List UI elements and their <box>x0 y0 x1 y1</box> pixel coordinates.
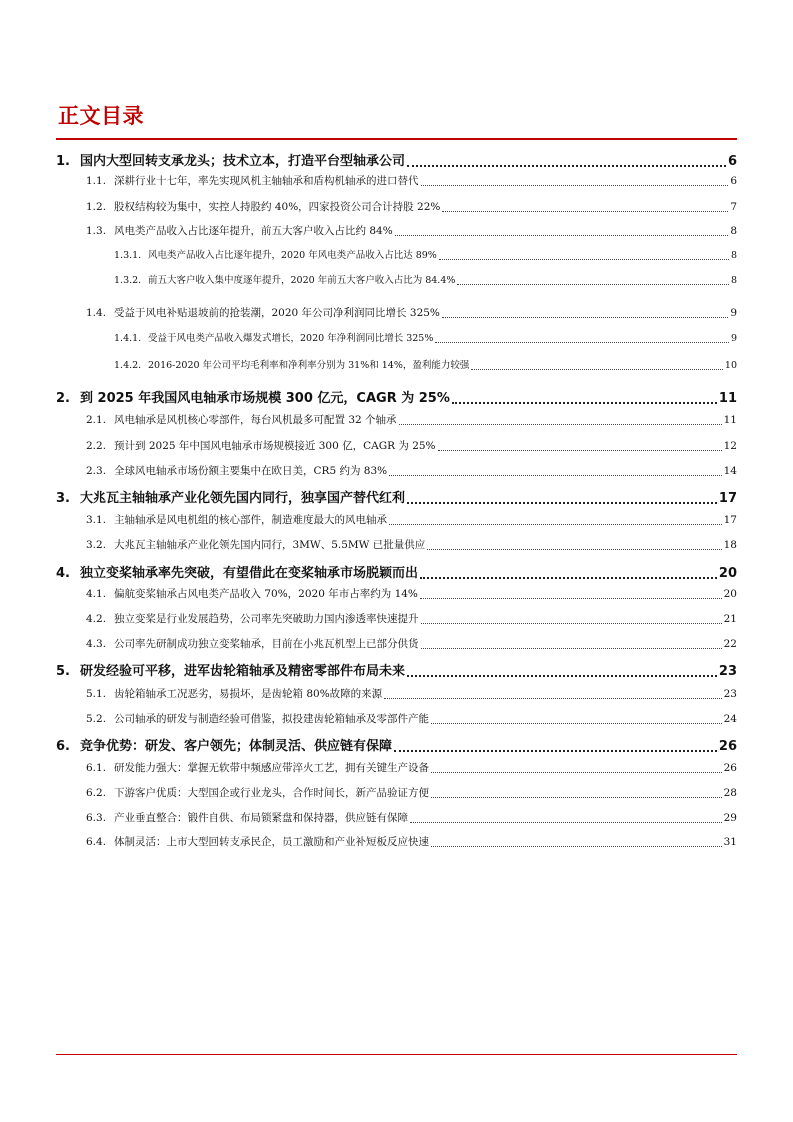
toc-number: 6.3. <box>86 812 107 824</box>
toc-text: 2016-2020 年公司平均毛利率和净利率分别为 31%和 14%，盈利能力较强 <box>148 360 470 371</box>
toc-chapter[interactable] <box>56 150 737 170</box>
toc-number: 5.1. <box>86 688 107 700</box>
toc-section[interactable] <box>86 412 737 428</box>
toc-page-number: 28 <box>723 787 737 799</box>
toc-section[interactable] <box>86 223 737 239</box>
toc-leader <box>457 284 729 285</box>
toc-leader <box>421 185 729 186</box>
toc-text: 大兆瓦主轴轴承产业化领先国内同行，3MW、5.5MW 已批量供应 <box>114 539 426 551</box>
toc-subsection[interactable] <box>114 247 737 263</box>
toc-text: 研发能力强大：掌握无软带中频感应带淬火工艺，拥有关键生产设备 <box>114 762 429 774</box>
toc-number: 4.1. <box>86 588 107 600</box>
toc-page-number: 23 <box>718 664 737 679</box>
toc-leader <box>431 772 722 773</box>
toc-page-number: 26 <box>723 762 737 774</box>
toc-leader <box>427 549 721 550</box>
toc-page-number: 8 <box>730 225 737 237</box>
toc-leader <box>421 648 722 649</box>
toc-text: 研发经验可平移，进军齿轮箱轴承及精密零部件布局未来 <box>80 664 406 679</box>
title-divider <box>56 138 737 140</box>
toc-section[interactable] <box>86 834 737 850</box>
toc-number: 3.1. <box>86 514 107 526</box>
toc-page-number: 8 <box>730 250 737 261</box>
toc-page-number: 24 <box>723 713 737 725</box>
toc-leader <box>421 623 722 624</box>
toc-section[interactable] <box>86 711 737 727</box>
toc-page-number: 29 <box>723 812 737 824</box>
toc-text: 国内大型回转支承龙头；技术立本，打造平台型轴承公司 <box>80 154 406 169</box>
toc-leader <box>435 342 729 343</box>
toc-leader <box>442 317 728 318</box>
toc-text: 体制灵活：上市大型回转支承民企，员工激励和产业补短板反应快速 <box>114 836 429 848</box>
toc-text: 齿轮箱轴承工况恶劣，易损坏，是齿轮箱 80%故障的来源 <box>114 688 383 700</box>
toc-number: 1.3.1. <box>114 250 142 261</box>
toc-subsection[interactable] <box>114 357 737 373</box>
toc-page-number: 23 <box>723 688 737 700</box>
toc-section[interactable] <box>86 686 737 702</box>
toc-section[interactable] <box>86 586 737 602</box>
toc-leader <box>420 598 722 599</box>
toc-text: 股权结构较为集中，实控人持股约 40%，四家投资公司合计持股 22% <box>114 201 441 213</box>
toc-page-number: 11 <box>718 391 737 406</box>
toc-section[interactable] <box>86 785 737 801</box>
toc-number: 6. <box>56 739 70 754</box>
toc-chapter[interactable] <box>56 562 737 582</box>
toc-page-number: 10 <box>724 360 737 371</box>
toc-number: 6.2. <box>86 787 107 799</box>
toc-leader <box>442 211 728 212</box>
toc-section[interactable] <box>86 810 737 826</box>
toc-text: 风电类产品收入占比逐年提升，前五大客户收入占比约 84% <box>114 225 393 237</box>
toc-page-number: 9 <box>730 333 737 344</box>
toc-page-number: 22 <box>723 638 737 650</box>
toc-page-number: 12 <box>723 440 737 452</box>
toc-number: 6.1. <box>86 762 107 774</box>
toc-number: 2. <box>56 391 70 406</box>
toc-leader <box>471 369 723 370</box>
toc-number: 1. <box>56 154 70 169</box>
toc-text: 偏航变桨轴承占风电类产品收入 70%，2020 年市占率约为 14% <box>114 588 418 600</box>
toc-page-number: 9 <box>730 307 737 319</box>
toc-number: 1.4.2. <box>114 360 142 371</box>
toc-text: 风电轴承是风机核心零部件，每台风机最多可配置 32 个轴承 <box>114 414 397 426</box>
toc-page-number: 14 <box>723 465 737 477</box>
toc-number: 3. <box>56 491 70 506</box>
toc-text: 受益于风电补贴退坡前的抢装潮，2020 年公司净利润同比增长 325% <box>114 307 440 319</box>
toc-number: 4.2. <box>86 613 107 625</box>
toc-page-number: 6 <box>730 175 737 187</box>
toc-number: 1.4. <box>86 307 107 319</box>
toc-number: 5.2. <box>86 713 107 725</box>
toc-text: 公司率先研制成功独立变桨轴承，目前在小兆瓦机型上已部分供货 <box>114 638 419 650</box>
toc-leader <box>389 524 722 525</box>
toc-text: 预计到 2025 年中国风电轴承市场规模接近 300 亿，CAGR 为 25% <box>114 440 436 452</box>
toc-number: 4. <box>56 566 70 581</box>
toc-section[interactable] <box>86 173 737 189</box>
toc-page-number: 26 <box>718 739 737 754</box>
toc-leader <box>395 235 729 236</box>
toc-page-number: 7 <box>730 201 737 213</box>
toc-text: 大兆瓦主轴轴承产业化领先国内同行，独享国产替代红利 <box>80 491 406 506</box>
toc-text: 前五大客户收入集中度逐年提升，2020 年前五大客户收入占比为 84.4% <box>148 275 456 286</box>
toc-leader <box>407 675 717 677</box>
toc-number: 5. <box>56 664 70 679</box>
toc-chapter[interactable] <box>56 660 737 680</box>
toc-section[interactable] <box>86 760 737 776</box>
toc-text: 产业垂直整合：锻件自供、布局锁紧盘和保持器，供应链有保障 <box>114 812 408 824</box>
toc-leader <box>420 577 717 579</box>
toc-subsection[interactable] <box>114 272 737 288</box>
toc-section[interactable] <box>86 512 737 528</box>
footer-divider <box>56 1054 737 1055</box>
toc-leader <box>438 450 722 451</box>
toc-leader <box>399 424 722 425</box>
toc-text: 风电类产品收入占比逐年提升，2020 年风电类产品收入占比达 89% <box>148 250 437 261</box>
toc-number: 1.3.2. <box>114 275 142 286</box>
toc-number: 6.4. <box>86 836 107 848</box>
toc-number: 4.3. <box>86 638 107 650</box>
toc-section[interactable] <box>86 537 737 553</box>
toc-section[interactable] <box>86 611 737 627</box>
toc-number: 1.4.1. <box>114 333 142 344</box>
toc-section[interactable] <box>86 199 737 215</box>
toc-leader <box>410 822 722 823</box>
toc-text: 深耕行业十七年，率先实现风机主轴轴承和盾构机轴承的进口替代 <box>114 175 419 187</box>
toc-page-number: 20 <box>723 588 737 600</box>
toc-page-number: 11 <box>723 414 737 426</box>
toc-section[interactable] <box>86 305 737 321</box>
toc-leader <box>384 698 721 699</box>
toc-leader <box>439 259 729 260</box>
toc-text: 竞争优势：研发、客户领先；体制灵活、供应链有保障 <box>80 739 393 754</box>
toc-leader <box>431 846 722 847</box>
toc-text: 下游客户优质：大型国企或行业龙头，合作时间长，新产品验证方便 <box>114 787 429 799</box>
toc-number: 3.2. <box>86 539 107 551</box>
toc-page-number: 20 <box>718 566 737 581</box>
toc-leader <box>452 402 717 404</box>
toc-page-number: 8 <box>730 275 737 286</box>
toc-title: 正文目录 <box>58 104 144 128</box>
toc-section[interactable] <box>86 463 737 479</box>
toc-text: 到 2025 年我国风电轴承市场规模 300 亿元，CAGR 为 25% <box>80 391 450 406</box>
toc-text: 全球风电轴承市场份额主要集中在欧日美，CR5 约为 83% <box>114 465 388 477</box>
toc-page-number: 21 <box>723 613 737 625</box>
toc-page-number: 18 <box>723 539 737 551</box>
toc-number: 2.3. <box>86 465 107 477</box>
toc-page-number: 17 <box>723 514 737 526</box>
toc-leader <box>431 797 722 798</box>
toc-subsection[interactable] <box>114 330 737 346</box>
toc-page-number: 6 <box>727 154 737 169</box>
toc-text: 公司轴承的研发与制造经验可借鉴，拟投建齿轮箱轴承及零部件产能 <box>114 713 429 725</box>
toc-text: 受益于风电类产品收入爆发式增长，2020 年净利润同比增长 325% <box>148 333 434 344</box>
toc-text: 独立变桨轴承率先突破，有望借此在变桨轴承市场脱颖而出 <box>80 566 419 581</box>
toc-number: 1.3. <box>86 225 107 237</box>
toc-text: 独立变桨是行业发展趋势，公司率先突破助力国内渗透率快速提升 <box>114 613 419 625</box>
toc-leader <box>389 475 721 476</box>
toc-number: 1.1. <box>86 175 107 187</box>
toc-leader <box>407 502 717 504</box>
toc-section[interactable] <box>86 438 737 454</box>
toc-section[interactable] <box>86 636 737 652</box>
toc-chapter[interactable] <box>56 387 737 407</box>
toc-leader <box>394 750 717 752</box>
toc-page-number: 17 <box>718 491 737 506</box>
toc-chapter[interactable] <box>56 487 737 507</box>
toc-leader <box>407 165 726 167</box>
toc-text: 主轴轴承是风电机组的核心部件，制造难度最大的风电轴承 <box>114 514 387 526</box>
toc-page-number: 31 <box>723 836 737 848</box>
toc-chapter[interactable] <box>56 735 737 755</box>
toc-number: 1.2. <box>86 201 107 213</box>
toc-leader <box>431 723 722 724</box>
toc-number: 2.1. <box>86 414 107 426</box>
toc-number: 2.2. <box>86 440 107 452</box>
